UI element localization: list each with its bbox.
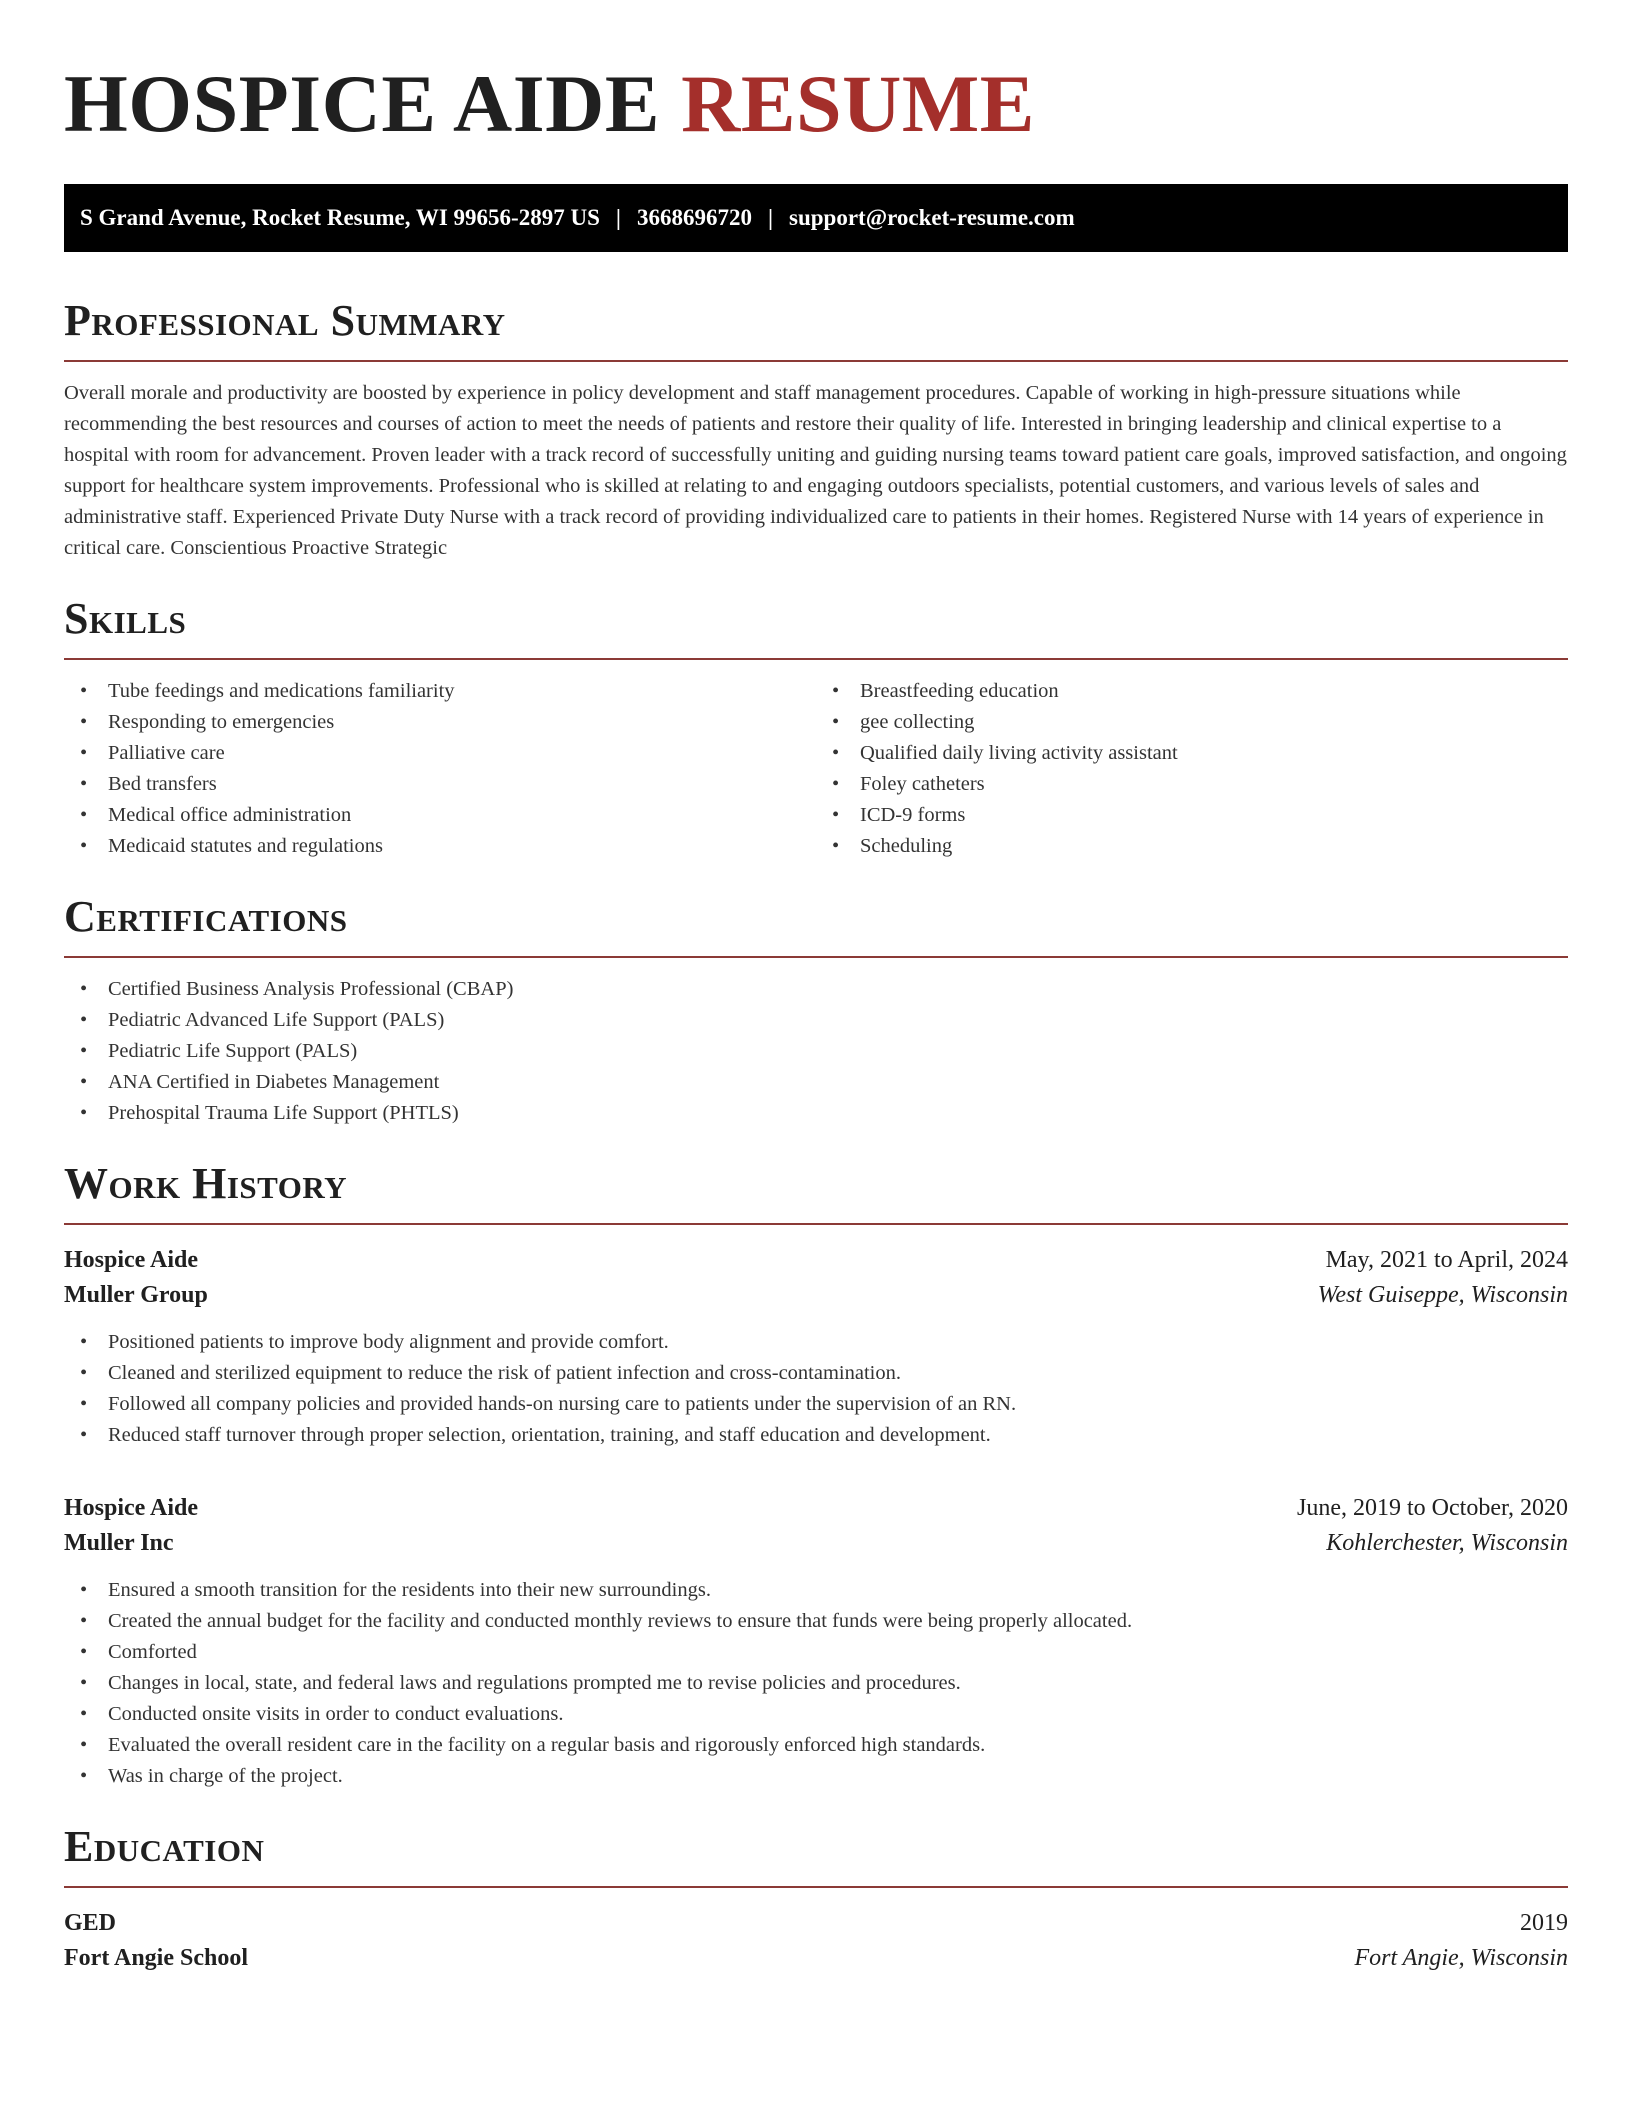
job-company-row [64, 1278, 1568, 1313]
work-history-section [64, 1159, 1568, 1792]
skill-item: • Breastfeeding education [816, 676, 1568, 707]
contact-phone: 3668696720 [636, 205, 752, 230]
title-main: HOSPICE AIDE [64, 58, 661, 149]
job-role: Hospice Aide [64, 1247, 199, 1273]
job-duty: • Changes in local, state, and federal laws and regulations prompted me to revise policies and procedures. [64, 1668, 1568, 1699]
section-title-work-history: Work History [64, 1159, 348, 1208]
contact-email: support@rocket-resume.com [789, 205, 1075, 230]
education-degree: GED [64, 1910, 117, 1936]
education-section [64, 1822, 1568, 1976]
contact-address: S Grand Avenue, Rocket Resume, WI 99656-2897 US [80, 205, 600, 230]
job-role: Hospice Aide [64, 1495, 199, 1521]
education-year: 2019 [1520, 1910, 1568, 1936]
contact-bar [64, 184, 1568, 252]
section-divider [64, 658, 1568, 660]
job-duty: • Comforted [64, 1637, 1568, 1668]
job-company-row [64, 1526, 1568, 1561]
job-location: West Guiseppe, Wisconsin [1317, 1282, 1568, 1308]
skills-list-left [64, 676, 816, 862]
education-school: Fort Angie School [64, 1945, 248, 1971]
section-title-education: Education [64, 1822, 265, 1871]
job-duty: • Conducted onsite visits in order to conduct evaluations. [64, 1699, 1568, 1730]
education-location: Fort Angie, Wisconsin [1354, 1945, 1568, 1971]
job-duties-list [64, 1327, 1568, 1451]
job-duty: • Reduced staff turnover through proper selection, orientation, training, and staff education and development. [64, 1420, 1568, 1451]
section-title-certifications: Certifications [64, 892, 348, 941]
job-company: Muller Inc [64, 1530, 174, 1556]
job-entry [64, 1491, 1568, 1792]
job-duty: • Cleaned and sterilized equipment to reduce the risk of patient infection and cross-contamination. [64, 1358, 1568, 1389]
job-entry [64, 1243, 1568, 1451]
job-header-row [64, 1243, 1568, 1278]
skill-item: • Responding to emergencies [64, 707, 816, 738]
job-duty: • Was in charge of the project. [64, 1761, 1568, 1792]
job-location: Kohlerchester, Wisconsin [1326, 1530, 1568, 1556]
certifications-list [64, 974, 1568, 1129]
job-dates: May, 2021 to April, 2024 [1325, 1247, 1568, 1273]
summary-section [64, 296, 1568, 564]
skills-columns [64, 676, 1568, 862]
contact-separator: | [767, 205, 774, 230]
section-divider [64, 1223, 1568, 1225]
certification-item: • ANA Certified in Diabetes Management [64, 1067, 1568, 1098]
certification-item: • Certified Business Analysis Professional (CBAP) [64, 974, 1568, 1005]
job-duty: • Positioned patients to improve body alignment and provide comfort. [64, 1327, 1568, 1358]
summary-text: Overall morale and productivity are boosted by experience in policy development and staff management procedures. Capable of working in high-pressure situations while recommending the best resources and courses of action to meet the needs of patients and restore their quality of life. Interested in bringing leadership and clinical expertise to a hospital with room for advancement. Proven leader with a track record of successfully uniting and guiding nursing teams toward patient care goals, improved satisfaction, and ongoing support for healthcare system improvements. Professional who is skilled at relating to and engaging outdoors specialists, potential customers, and various levels of sales and administrative staff. Experienced Private Duty Nurse with a track record of providing individualized care to patients in their homes. Registered Nurse with 14 years of experience in critical care. Conscientious Proactive Strategic [64, 382, 1567, 559]
section-divider [64, 360, 1568, 362]
skill-item: • Palliative care [64, 738, 816, 769]
contact-separator: | [615, 205, 621, 230]
education-school-row [64, 1941, 1568, 1976]
skill-item: • gee collecting [816, 707, 1568, 738]
section-title-skills: Skills [64, 594, 187, 643]
job-duties-list [64, 1575, 1568, 1792]
skills-list-right [816, 676, 1568, 862]
section-title-summary: Professional Summary [64, 296, 506, 345]
job-duty: • Ensured a smooth transition for the residents into their new surroundings. [64, 1575, 1568, 1606]
job-duty: • Followed all company policies and provided hands-on nursing care to patients under the supervision of an RN. [64, 1389, 1568, 1420]
section-divider [64, 1886, 1568, 1888]
skill-item: • Tube feedings and medications familiarity [64, 676, 816, 707]
job-duty: • Evaluated the overall resident care in the facility on a regular basis and rigorously enforced high standards. [64, 1730, 1568, 1761]
job-header-row [64, 1491, 1568, 1526]
skill-item: • Bed transfers [64, 769, 816, 800]
job-duty: • Created the annual budget for the facility and conducted monthly reviews to ensure that funds were being properly allocated. [64, 1606, 1568, 1637]
skill-item: • Qualified daily living activity assistant [816, 738, 1568, 769]
job-dates: June, 2019 to October, 2020 [1297, 1495, 1568, 1521]
skill-item: • Scheduling [816, 831, 1568, 862]
skill-item: • ICD-9 forms [816, 800, 1568, 831]
resume-title [64, 58, 1568, 150]
skills-section [64, 594, 1568, 862]
skill-item: • Foley catheters [816, 769, 1568, 800]
skill-item: • Medical office administration [64, 800, 816, 831]
certification-item: • Pediatric Advanced Life Support (PALS) [64, 1005, 1568, 1036]
job-company: Muller Group [64, 1282, 208, 1308]
education-entry [64, 1906, 1568, 1976]
title-accent: RESUME [681, 58, 1035, 149]
certifications-section [64, 892, 1568, 1129]
education-header-row [64, 1906, 1568, 1941]
certification-item: • Pediatric Life Support (PALS) [64, 1036, 1568, 1067]
certification-item: • Prehospital Trauma Life Support (PHTLS) [64, 1098, 1568, 1129]
section-divider [64, 956, 1568, 958]
skill-item: • Medicaid statutes and regulations [64, 831, 816, 862]
